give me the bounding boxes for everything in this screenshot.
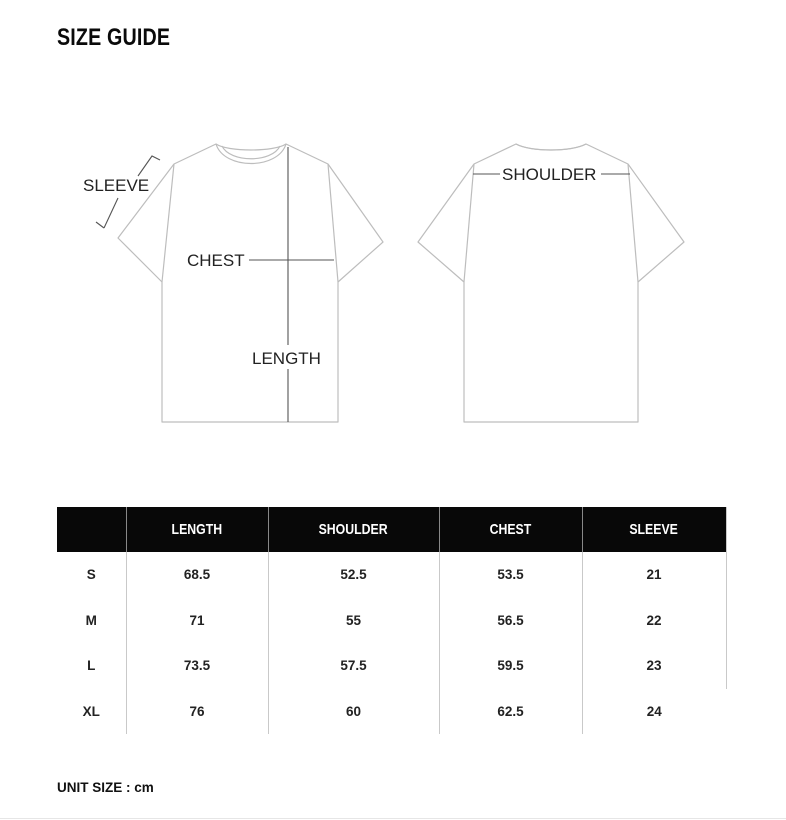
shoulder-cell: 57.5	[268, 643, 439, 689]
shoulder-cell: 55	[268, 598, 439, 644]
size-chart-table	[57, 507, 727, 734]
back-tshirt-illustration	[418, 144, 684, 422]
size-cell: S	[86, 567, 96, 583]
size-cell: M	[85, 612, 97, 628]
header-size	[57, 507, 126, 552]
chest-cell: 62.5	[439, 689, 582, 735]
length-cell: 71	[126, 598, 268, 644]
sleeve-cell: 24	[582, 689, 726, 735]
chest-cell: 56.5	[439, 598, 582, 644]
shoulder-cell: 52.5	[268, 552, 439, 598]
table-row	[57, 643, 726, 689]
size-cell: L	[87, 658, 96, 674]
chest-cell: 53.5	[439, 552, 582, 598]
chest-cell: 59.5	[439, 643, 582, 689]
shoulder-label: SHOULDER	[502, 165, 597, 184]
unit-size-note: UNIT SIZE : cm	[57, 780, 154, 795]
length-cell: 73.5	[126, 643, 268, 689]
table-header-row	[57, 507, 726, 552]
header-sleeve: SLEEVE	[582, 507, 726, 552]
sleeve-cell: 21	[582, 552, 726, 598]
table-row	[57, 552, 726, 598]
front-tshirt-illustration	[118, 144, 383, 422]
shoulder-cell: 60	[268, 689, 439, 735]
sleeve-cell: 22	[582, 598, 726, 644]
sleeve-measure-line-lower	[96, 222, 104, 228]
sleeve-label: SLEEVE	[83, 176, 150, 195]
length-label: LENGTH	[252, 349, 321, 368]
sleeve-cell: 23	[582, 643, 726, 689]
length-cell: 68.5	[126, 552, 268, 598]
sleeve-measure-line-upper	[138, 156, 160, 176]
length-cell: 76	[126, 689, 268, 735]
table-row	[57, 598, 726, 644]
header-shoulder: SHOULDER	[268, 507, 439, 552]
header-length: LENGTH	[126, 507, 268, 552]
chest-label: CHEST	[187, 251, 245, 270]
size-cell: XL	[82, 703, 100, 719]
bottom-divider	[0, 818, 786, 819]
page-title: SIZE GUIDE	[57, 24, 171, 51]
header-chest: CHEST	[439, 507, 582, 552]
table-row	[57, 689, 726, 735]
